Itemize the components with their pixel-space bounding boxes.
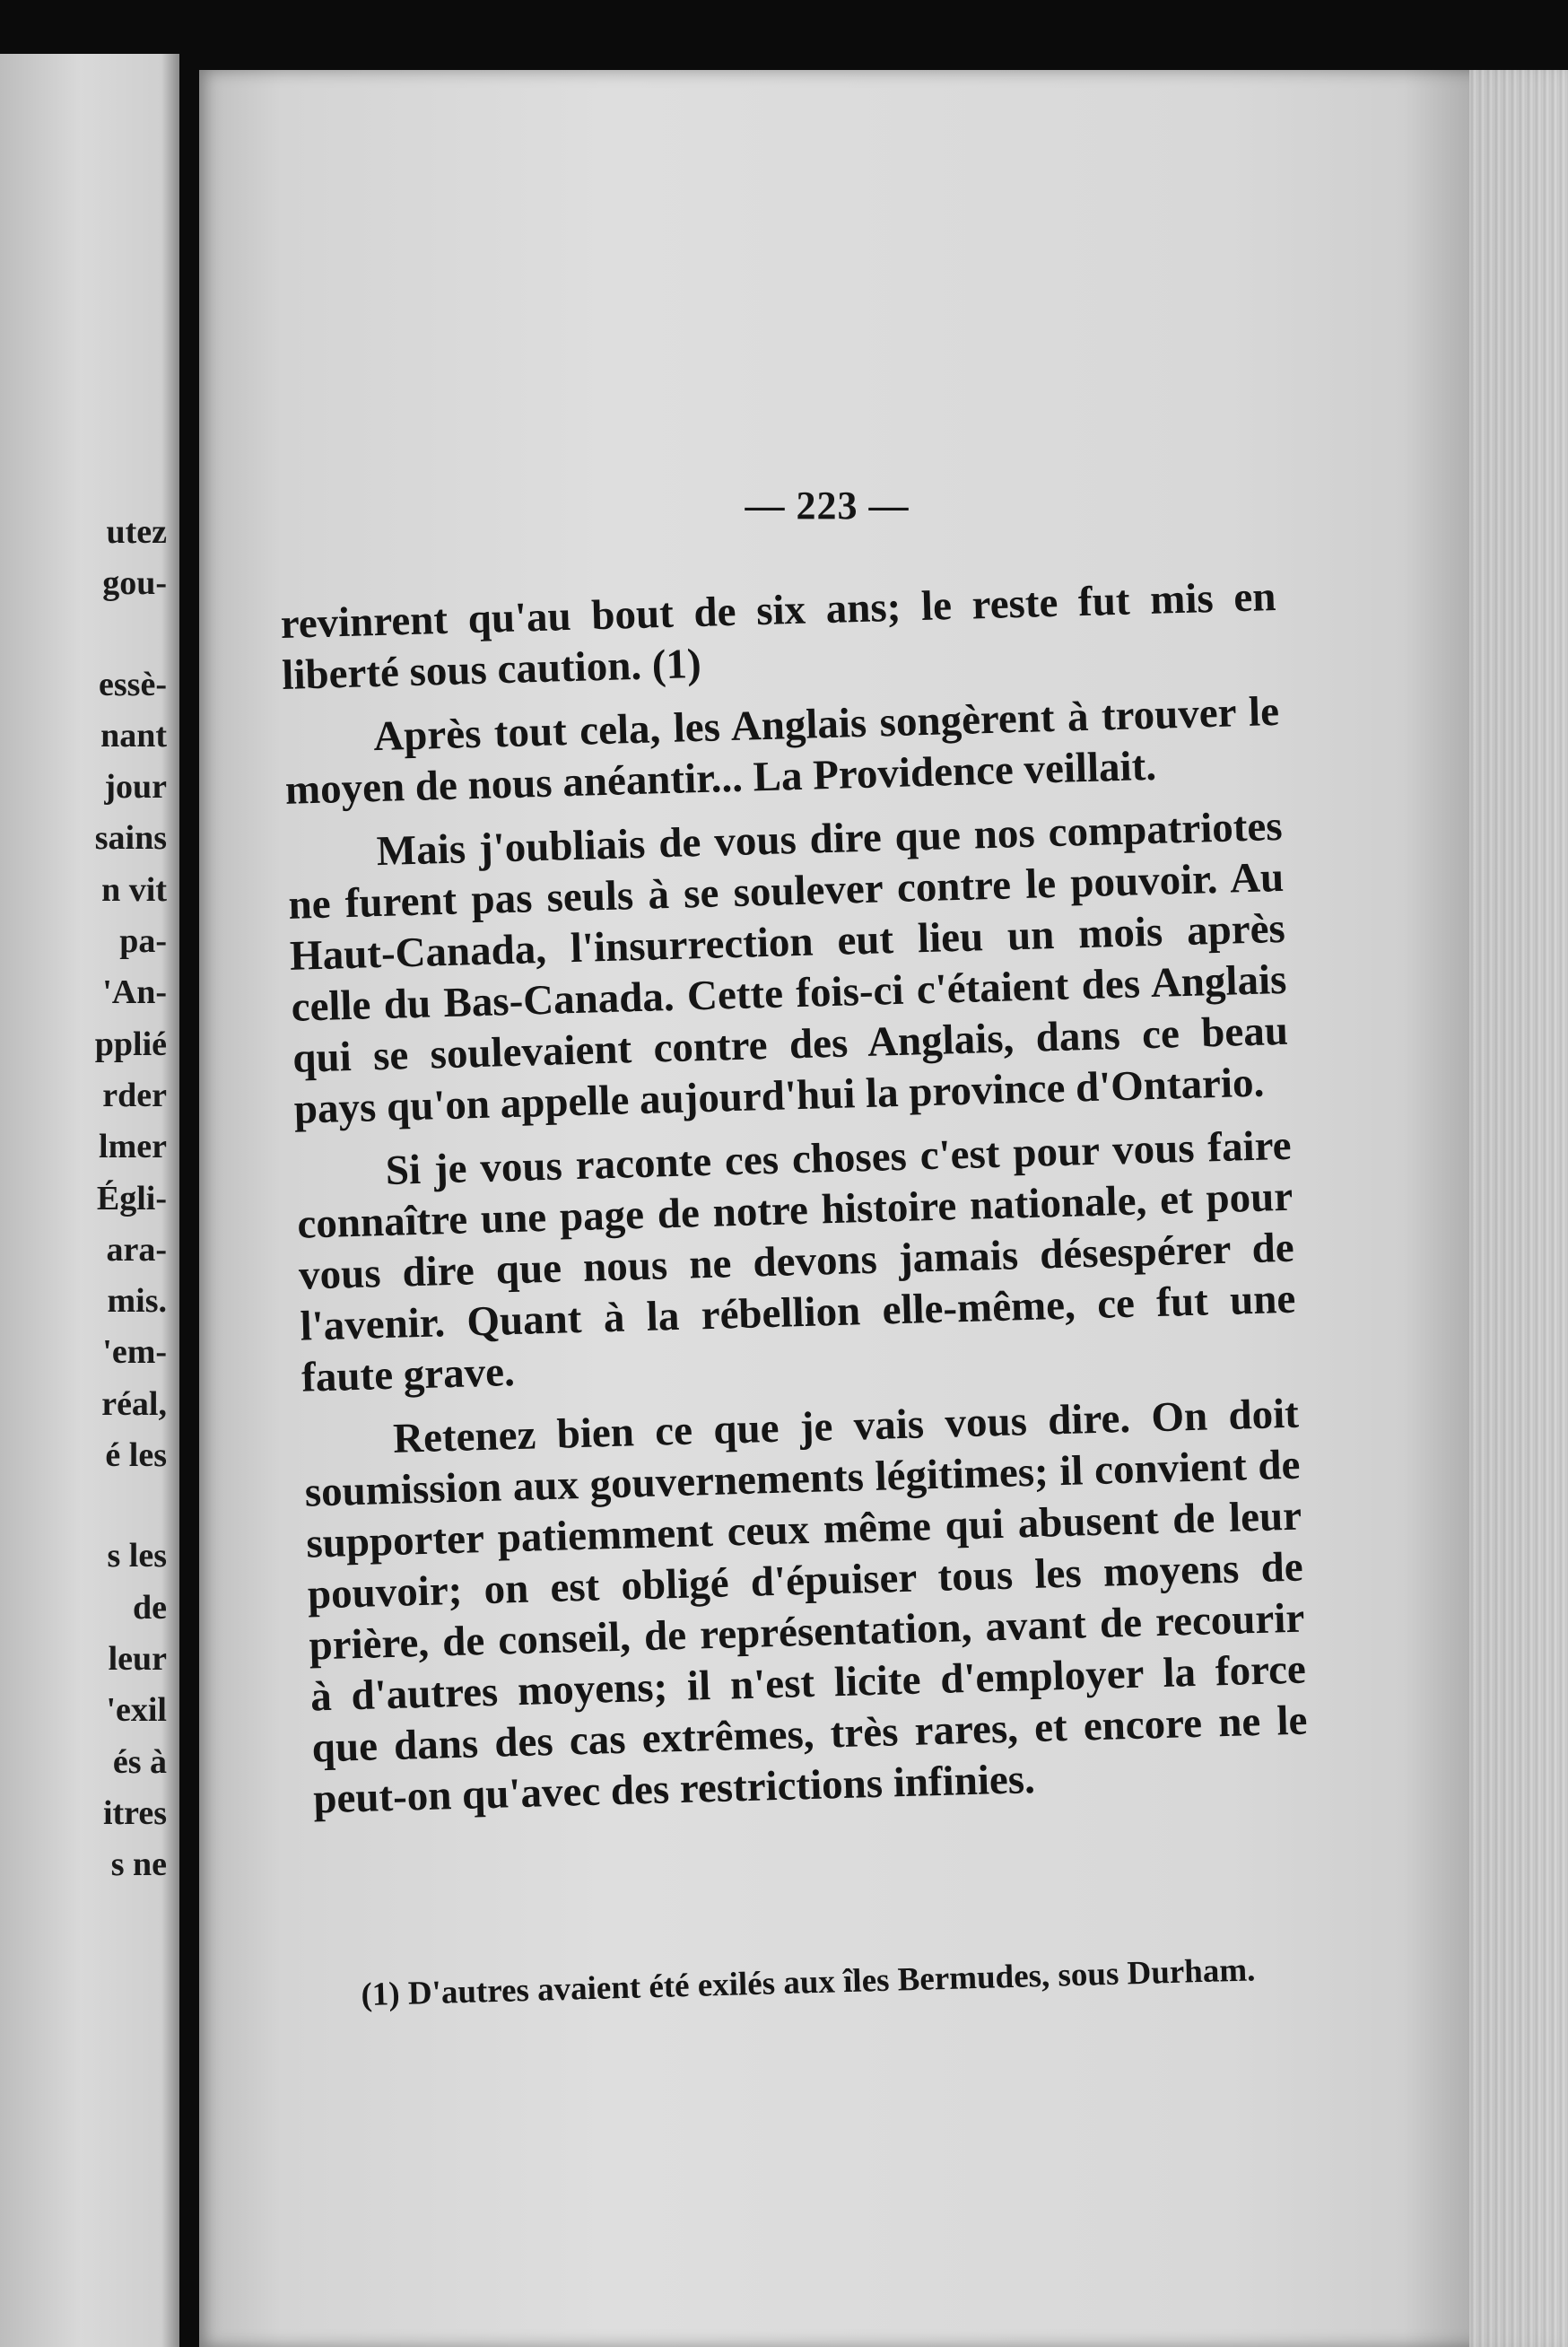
left-line: s les	[107, 1537, 167, 1575]
paragraph: Si je vous raconte ces choses c'est pour vous faire connaître une page de notre histoire nationale, et pour vous dire que nous ne devons jamais désespérer de l'avenir. Quant à la rébellion elle-même, ce fut une faute grave.	[296, 1121, 1296, 1401]
page-edge-shading	[1469, 70, 1568, 2347]
left-line: de	[133, 1588, 167, 1627]
left-line: leur	[108, 1639, 167, 1678]
body-text	[280, 571, 1310, 1837]
previous-page-line-endings	[95, 507, 167, 1890]
left-line: 'An-	[102, 973, 167, 1012]
left-line: utez	[106, 513, 167, 551]
page-number: — 223 —	[745, 484, 910, 528]
left-line: ara-	[106, 1230, 167, 1269]
previous-page-fragment	[0, 54, 179, 2347]
left-line: s ne	[110, 1845, 167, 1884]
left-line: n vit	[101, 870, 167, 909]
left-line: Égli-	[96, 1179, 167, 1217]
left-line-gap	[95, 610, 167, 659]
left-line: pplié	[94, 1025, 167, 1063]
left-line: 'exil	[106, 1691, 167, 1730]
book-page	[199, 70, 1568, 2347]
left-line: nant	[100, 716, 167, 755]
paragraph: Après tout cela, les Anglais songèrent à trouver le moyen de nous anéantir... La Providence veillait.	[284, 687, 1280, 814]
left-line: rder	[102, 1076, 167, 1114]
left-line: essè-	[99, 665, 167, 703]
left-line-gap	[95, 1481, 167, 1531]
left-line: é les	[105, 1436, 167, 1475]
left-line: pa-	[119, 922, 167, 961]
footnote: (1) D'autres avaient été exilés aux îles Bermudes, sous Durham.	[360, 1951, 1256, 2014]
left-line: lmer	[99, 1128, 167, 1166]
paragraph: Mais j'oubliais de vous dire que nos compatriotes ne furent pas seuls à se soulever contre le pouvoir. Au Haut-Canada, l'insurrection eut lieu un mois après celle du Bas-Canada. Cette fois-ci c'étaient des Anglais qui se soulevaient contre des Anglais, dans ce beau pays qu'on appelle aujourd'hui la province d'Ontario.	[287, 802, 1289, 1133]
paragraph: Retenez bien ce que je vais vous dire. On doit soumission aux gouvernements légitimes; il convient de supporter patiemment ceux même qui abusent de leur pouvoir; on est obligé d'épuiser tous les moyens de prière, de conseil, de représentation, avant de recourir à d'autres moyens; il n'est licite d'employer la force que dans des cas extrêmes, très rares, et encore ne le peut-on qu'avec des restrictions infinies.	[304, 1390, 1309, 1823]
left-line: mis.	[107, 1282, 167, 1321]
left-line: gou-	[102, 564, 167, 603]
left-line: 'em-	[102, 1333, 167, 1372]
paragraph: revinrent qu'au bout de six ans; le reste fut mis en liberté sous caution. (1)	[280, 573, 1277, 699]
left-line: jour	[104, 768, 167, 807]
left-line: sains	[94, 819, 167, 858]
left-line: és à	[112, 1742, 167, 1781]
left-line: itres	[102, 1793, 167, 1832]
left-line: réal,	[101, 1384, 167, 1423]
